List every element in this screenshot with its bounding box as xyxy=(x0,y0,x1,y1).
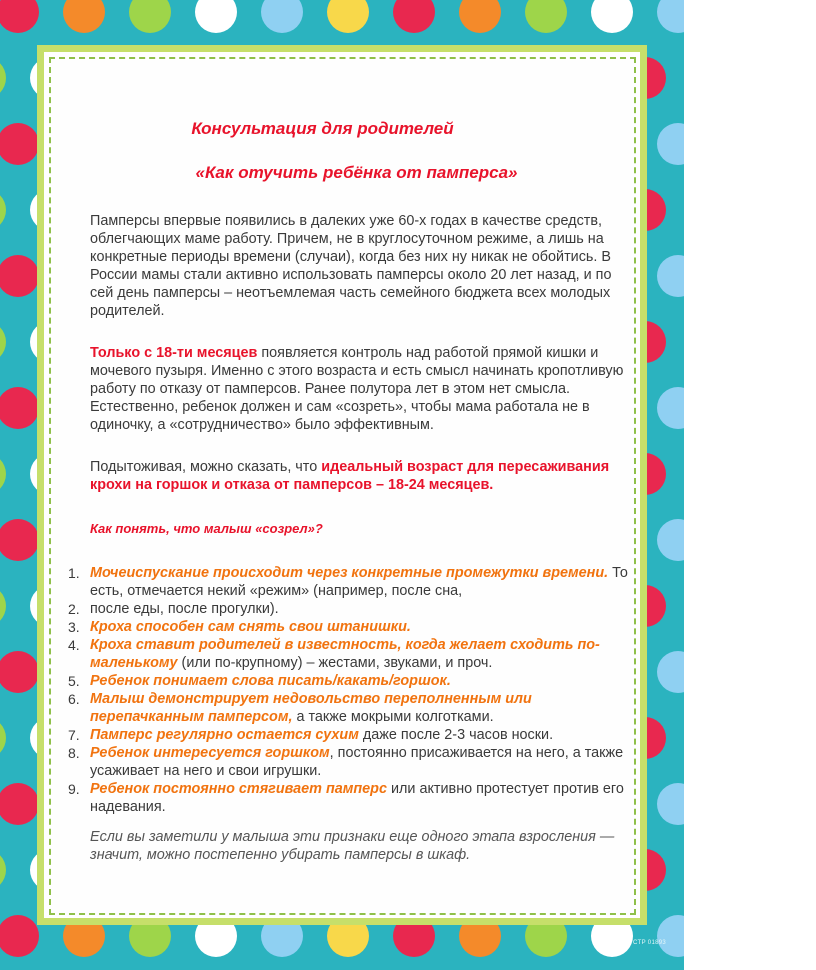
list-item-text: после еды, после прогулки). xyxy=(90,601,279,617)
list-item-text: даже после 2-3 часов носки. xyxy=(358,727,554,743)
list-item-text: а также мокрыми колготками. xyxy=(292,709,494,725)
polka-dot xyxy=(591,0,633,33)
list-item-emphasis: Ребенок интересуется горшком xyxy=(90,745,330,761)
polka-dot xyxy=(0,453,6,495)
footer-mark: CTP 01893 xyxy=(633,940,666,946)
polka-dot xyxy=(657,783,684,825)
list-item-number: 6. xyxy=(68,691,80,707)
polka-dot xyxy=(261,0,303,33)
list-item-text: (или по-крупному) – жестами, звуками, и проч. xyxy=(177,655,493,671)
polka-dot xyxy=(0,783,39,825)
polka-dot xyxy=(657,0,684,33)
polka-dot xyxy=(0,255,39,297)
list-item-number: 5. xyxy=(68,673,80,689)
polka-dot xyxy=(0,651,39,693)
polka-dot xyxy=(0,57,6,99)
document-subtitle: «Как отучить ребёнка от памперса» xyxy=(195,163,518,182)
list-item-text: или активно протестует против его надевания. xyxy=(90,781,624,815)
list-item-number: 4. xyxy=(68,637,80,653)
list-item xyxy=(68,726,635,744)
summary-lead: Подытоживая, можно сказать, что xyxy=(90,459,322,475)
list-item-emphasis: Ребенок постоянно стягивает памперс xyxy=(90,781,387,797)
polka-dot xyxy=(657,915,684,957)
list-item xyxy=(68,636,635,672)
polka-dot xyxy=(0,123,39,165)
list-item-number: 7. xyxy=(68,727,80,743)
list-item xyxy=(68,618,635,636)
list-item-number: 2. xyxy=(68,601,80,617)
list-item-emphasis: Кроха ставит родителей в известность, когда желает сходить по-маленькому xyxy=(90,637,600,671)
list-item-number: 8. xyxy=(68,745,80,761)
summary-highlight: идеальный возраст для пересаживания крохи на горшок и отказа от памперсов – 18-24 месяцев. xyxy=(90,459,610,493)
list-item-emphasis: Малыш демонстрирует недовольство переполненным или перепачканным памперсом, xyxy=(90,691,532,725)
document-title: Консультация для родителей xyxy=(191,119,454,138)
list-item-number: 1. xyxy=(68,565,80,581)
polka-dot xyxy=(393,0,435,33)
readiness-signs-list xyxy=(68,564,635,816)
polka-dot xyxy=(657,651,684,693)
polka-dot xyxy=(0,189,6,231)
age-paragraph xyxy=(90,344,635,434)
polka-dot xyxy=(0,0,39,33)
polka-dot xyxy=(129,0,171,33)
list-item xyxy=(68,672,635,690)
polka-dot xyxy=(657,387,684,429)
polka-dot xyxy=(0,387,39,429)
summary-paragraph xyxy=(90,458,635,494)
polka-dot xyxy=(327,0,369,33)
polka-dot xyxy=(195,0,237,33)
list-item xyxy=(68,780,635,816)
list-item-text: То есть, отмечается некий «режим» (например, после сна, xyxy=(90,565,628,599)
closing-paragraph: Если вы заметили у малыша эти признаки еще одного этапа взросления — значит, можно постепенно убирать памперсы в шкаф. xyxy=(90,829,615,864)
polka-dot xyxy=(657,519,684,561)
polka-dot xyxy=(459,0,501,33)
polka-dot xyxy=(63,0,105,33)
polka-dot xyxy=(657,123,684,165)
polka-dot xyxy=(0,849,6,891)
list-item-emphasis: Мочеиспускание происходит через конкретные промежутки времени. xyxy=(90,565,609,581)
age-highlight: Только с 18-ти месяцев xyxy=(90,345,258,361)
list-item xyxy=(68,564,635,600)
list-item-number: 3. xyxy=(68,619,80,635)
list-item-emphasis: Ребенок понимает слова писать/какать/горшок. xyxy=(90,673,451,689)
polka-dot xyxy=(0,915,39,957)
intro-paragraph: Памперсы впервые появились в далеких уже 60-х годах в качестве средств, облегчающих маме работу. Причем, не в круглосуточном режиме, а лишь на конкретные периоды времени (случаи), когда без них ну никак не обойтись. В России мамы стали активно использовать памперсы около 20 лет назад, и по сей день памперсы – неотъемлемая часть семейного бюджета всех молодых родителей. xyxy=(90,213,612,319)
polka-dot xyxy=(0,717,6,759)
list-item-text: , постоянно присаживается на него, а также усаживает на него и свои игрушки. xyxy=(90,745,624,779)
polka-dot xyxy=(0,585,6,627)
list-item xyxy=(68,744,635,780)
list-item xyxy=(68,600,635,618)
question-text: Как понять, что малыш «созрел»? xyxy=(90,521,323,536)
age-paragraph-text: появляется контроль над работой прямой кишки и мочевого пузыря. Именно с этого возраста и есть смысл начинать кропотливую работу по отказу от памперсов. Ранее полутора лет в этом нет смысла. Естественно, ребенок должен и сам «созреть», чтобы мама работала не в одиночку, а «сотрудничество» было эффективным. xyxy=(90,345,624,433)
list-item-emphasis: Памперс регулярно остается сухим xyxy=(90,727,359,743)
list-item-number: 9. xyxy=(68,781,80,797)
polka-dot xyxy=(525,0,567,33)
list-item xyxy=(68,690,635,726)
polka-dot xyxy=(0,519,39,561)
polka-dot xyxy=(657,255,684,297)
polka-dot xyxy=(0,321,6,363)
list-item-emphasis: Кроха способен сам снять свои штанишки. xyxy=(90,619,411,635)
question-heading xyxy=(90,520,635,538)
